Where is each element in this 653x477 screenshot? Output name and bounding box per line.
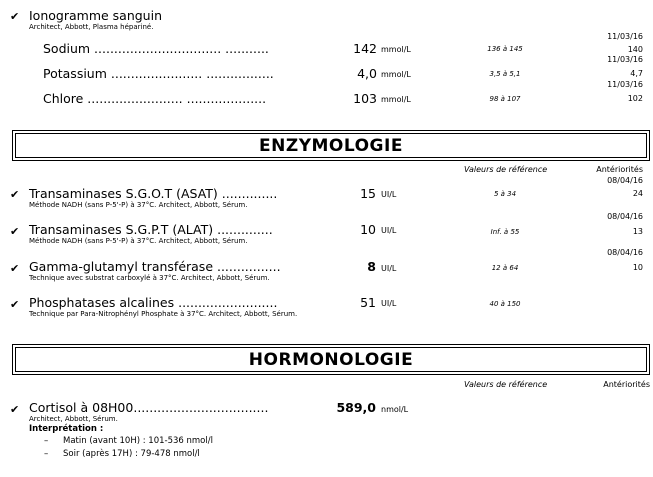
asat-anteriority: 24 bbox=[632, 189, 643, 198]
alat-reference: Inf. à 55 bbox=[490, 228, 520, 236]
sodium-label: Sodium ................................ ........... bbox=[43, 41, 269, 56]
potassium-label: Potassium ....................... ................. bbox=[43, 66, 274, 81]
ggt-unit: UI/L bbox=[381, 264, 397, 273]
chlore-label: Chlore ........................ .................... bbox=[43, 91, 267, 106]
reference-header: Valeurs de référence bbox=[464, 165, 548, 174]
anteriority-header: Antériorités bbox=[596, 165, 643, 174]
check-icon: ✔ bbox=[10, 188, 20, 201]
dash-icon: – bbox=[44, 449, 49, 459]
asat-label: Transaminases S.G.O.T (ASAT) .............. bbox=[29, 186, 278, 201]
enzymologie-title: ENZYMOLOGIE bbox=[259, 135, 403, 156]
anteriority-date: 08/04/16 bbox=[607, 176, 643, 185]
pal-unit: UI/L bbox=[381, 299, 397, 308]
asat-unit: UI/L bbox=[381, 190, 397, 199]
chlore-anteriority: 102 bbox=[627, 94, 643, 103]
cortisol-value: 589,0 bbox=[336, 400, 376, 415]
check-icon: ✔ bbox=[10, 262, 20, 275]
ggt-value: 8 bbox=[367, 259, 376, 274]
potassium-value: 4,0 bbox=[357, 66, 377, 81]
potassium-reference: 3,5 à 5,1 bbox=[489, 70, 521, 78]
sodium-value: 142 bbox=[353, 41, 377, 56]
ggt-anteriority: 10 bbox=[632, 263, 643, 272]
alat-label: Transaminases S.G.P.T (ALAT) .............. bbox=[29, 222, 273, 237]
sodium-unit: mmol/L bbox=[381, 45, 411, 54]
chlore-unit: mmol/L bbox=[381, 95, 411, 104]
alat-anteriority: 13 bbox=[632, 227, 643, 236]
pal-reference: 40 à 150 bbox=[489, 300, 521, 308]
pal-value: 51 bbox=[360, 295, 376, 310]
cortisol-method: Architect, Abbott, Sérum. bbox=[29, 415, 118, 423]
interpretation-title: Interprétation : bbox=[29, 424, 104, 434]
anteriority-date: 08/04/16 bbox=[607, 212, 643, 221]
anteriority-date: 11/03/16 bbox=[607, 32, 643, 41]
sodium-anteriority: 140 bbox=[627, 45, 643, 54]
check-icon: ✔ bbox=[10, 225, 20, 238]
chlore-reference: 98 à 107 bbox=[489, 95, 521, 103]
anteriority-header: Antériorités bbox=[603, 380, 650, 389]
ionogramme-title: Ionogramme sanguin bbox=[29, 8, 163, 23]
reference-header: Valeurs de référence bbox=[464, 380, 548, 389]
ionogramme-method: Architect, Abbott, Plasma hépariné. bbox=[29, 23, 154, 31]
alat-method: Méthode NADH (sans P-5'-P) à 37°C. Architect, Abbott, Sérum. bbox=[29, 237, 248, 245]
check-icon: ✔ bbox=[10, 298, 20, 311]
hormonologie-title: HORMONOLOGIE bbox=[248, 349, 414, 370]
potassium-unit: mmol/L bbox=[381, 70, 411, 79]
interpretation-line: Soir (après 17H) : 79-478 nmol/l bbox=[63, 449, 200, 459]
alat-value: 10 bbox=[360, 222, 376, 237]
check-icon: ✔ bbox=[10, 403, 20, 416]
dash-icon: – bbox=[44, 436, 49, 446]
anteriority-date: 11/03/16 bbox=[607, 80, 643, 89]
hormonologie-header bbox=[12, 344, 650, 375]
pal-method: Technique par Para-Nitrophényl Phosphate à 37°C. Architect, Abbott, Sérum. bbox=[29, 310, 298, 318]
anteriority-date: 11/03/16 bbox=[607, 55, 643, 64]
ggt-label: Gamma-glutamyl transférase ................ bbox=[29, 259, 281, 274]
cortisol-label: Cortisol à 08H00.................................. bbox=[29, 400, 269, 415]
interpretation-line: Matin (avant 10H) : 101-536 nmol/l bbox=[63, 436, 213, 446]
asat-method: Méthode NADH (sans P-5'-P) à 37°C. Architect, Abbott, Sérum. bbox=[29, 201, 248, 209]
check-icon: ✔ bbox=[10, 10, 20, 23]
potassium-anteriority: 4,7 bbox=[630, 69, 643, 78]
alat-unit: UI/L bbox=[381, 226, 397, 235]
ggt-reference: 12 à 64 bbox=[491, 264, 519, 272]
enzymologie-header bbox=[12, 130, 650, 161]
ggt-method: Technique avec substrat carboxylé à 37°C. Architect, Abbott, Sérum. bbox=[29, 274, 270, 282]
anteriority-date: 08/04/16 bbox=[607, 248, 643, 257]
pal-label: Phosphatases alcalines ......................... bbox=[29, 295, 278, 310]
cortisol-unit: nmol/L bbox=[381, 405, 409, 414]
sodium-reference: 136 à 145 bbox=[487, 45, 523, 53]
chlore-value: 103 bbox=[353, 91, 377, 106]
asat-value: 15 bbox=[360, 186, 376, 201]
asat-reference: 5 à 34 bbox=[493, 190, 517, 198]
